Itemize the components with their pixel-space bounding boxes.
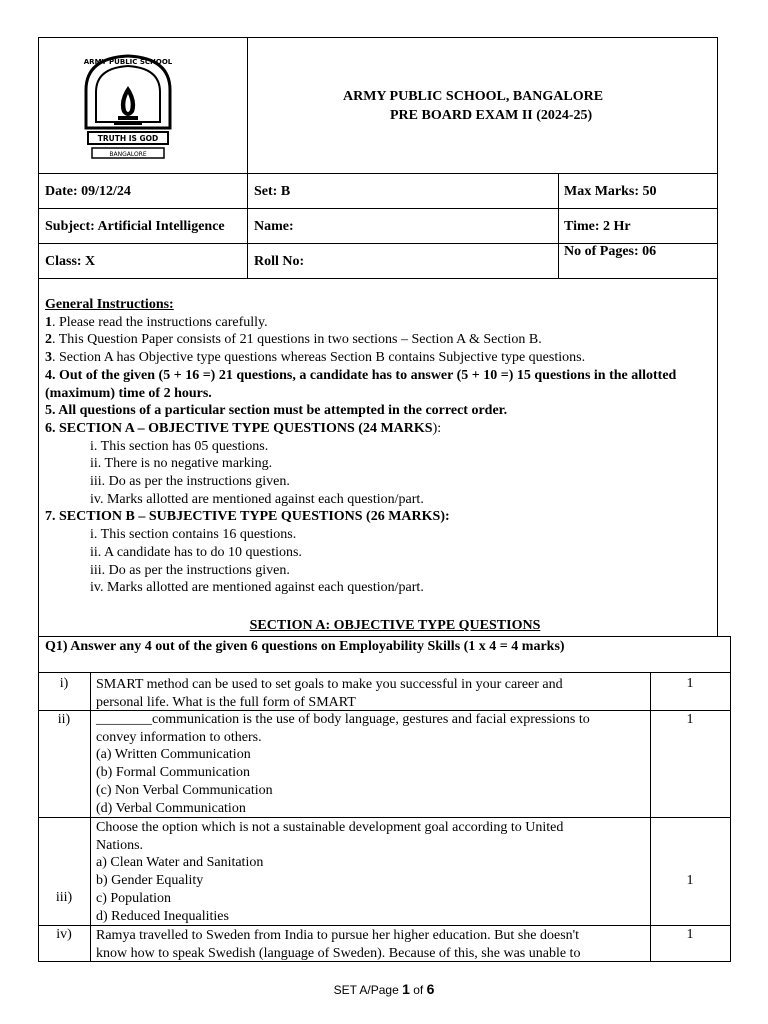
sec-b-point: ii. A candidate has to do 10 questions. [90,544,302,560]
divider [90,672,91,962]
instruction-item: 3. Section A has Objective type questions whereas Section B contains Subjective type questions. [45,350,586,366]
section-a-title: SECTION A: OBJECTIVE TYPE QUESTIONS [249,618,541,633]
sec-a-point: iv. Marks allotted are mentioned against each question/part. [90,491,424,507]
sec-b-point: i. This section contains 16 questions. [90,527,297,543]
name-field: Name: [254,219,294,234]
instruction-item: 4. Out of the given (5 + 16 =) 21 questions, a candidate has to answer (5 + 10 =) 15 questions in the allotted [45,367,677,383]
instructions-heading: General Instructions: [45,297,174,312]
question-number: ii) [57,712,71,727]
question-marks: 1 [686,676,694,691]
class-field: Class: X [45,254,96,269]
max-marks-field: Max Marks: 50 [564,184,657,199]
instruction-item: 5. All questions of a particular section must be attempted in the correct order. [45,403,508,419]
question-marks: 1 [686,873,694,888]
logo-place: BANGALORE [109,151,147,158]
instruction-item-continued: (maximum) time of 2 hours. [45,385,212,401]
school-name: ARMY PUBLIC SCHOOL, BANGALORE [343,89,604,104]
question-number: iv) [56,927,72,942]
question-marks: 1 [686,927,694,942]
roll-field: Roll No: [254,254,305,269]
question-text: ________communication is the use of body language, gestures and facial expressions to convey information to others. (a) Written Communication (b) Formal Communication (c) Non Verbal Communication (d) Verbal Communication [96,712,590,816]
sec-a-point: ii. There is no negative marking. [90,456,273,472]
question-number: iii) [55,890,73,905]
question-text: Choose the option which is not a sustainable development goal according to United Nations. a) Clean Water and Sanitation b) Gender Equality c) Population d) Reduced Inequalities [96,820,564,924]
page-footer: SET A/Page 1 of 6 [333,981,435,997]
pages-field: No of Pages: 06 [564,244,657,259]
exam-title: PRE BOARD EXAM II (2024-25) [390,108,593,123]
instruction-item: 6. SECTION A – OBJECTIVE TYPE QUESTIONS (24 MARKS): [45,420,442,436]
sec-a-point: iii. Do as per the instructions given. [90,474,290,490]
divider [38,672,731,673]
instruction-item: 2. This Question Paper consists of 21 questions in two sections – Section A & Section B. [45,332,542,348]
instruction-item: 7. SECTION B – SUBJECTIVE TYPE QUESTIONS (26 MARKS): [45,509,450,525]
logo-motto: TRUTH IS GOD [97,134,159,143]
sec-b-point: iv. Marks allotted are mentioned against each question/part. [90,580,424,596]
divider [38,279,39,636]
logo-ring-text: ARMY PUBLIC SCHOOL [83,58,173,66]
sec-b-point: iii. Do as per the instructions given. [90,562,290,578]
question-marks: 1 [686,712,694,727]
question-text: SMART method can be used to set goals to make you successful in your career and personal life. What is the full form of SMART [96,677,563,710]
sec-a-point: i. This section has 05 questions. [90,438,269,454]
time-field: Time: 2 Hr [564,219,631,234]
general-instructions [45,296,735,597]
divider [38,173,718,174]
subject-field: Subject: Artificial Intelligence [45,219,225,234]
date-field: Date: 09/12/24 [45,184,131,199]
question-number: i) [59,676,69,691]
q1-header: Q1) Answer any 4 out of the given 6 questions on Employability Skills (1 x 4 = 4 marks) [45,639,565,654]
divider [38,208,718,209]
question-text: Ramya travelled to Sweden from India to pursue her higher education. But she doesn't know how to speak Swedish (language of Sweden). Because of this, she was unable to [96,928,581,961]
instruction-item: 1. Please read the instructions carefully. [45,314,268,330]
set-field: Set: B [254,184,291,199]
divider [558,173,559,279]
